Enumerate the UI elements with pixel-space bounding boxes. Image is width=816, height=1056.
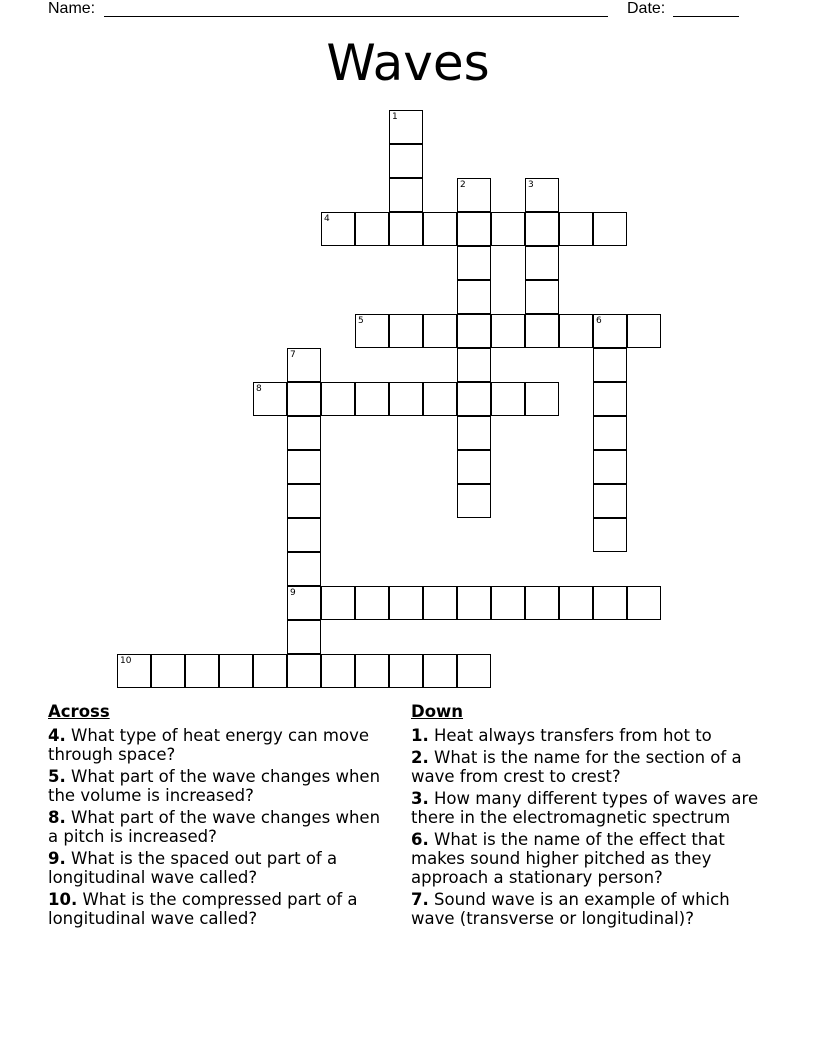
cell-number: 6 [596,316,602,326]
crossword-cell[interactable] [321,382,355,416]
clue-text: What is the spaced out part of a longitudinal wave called? [48,849,338,887]
crossword-cell[interactable] [593,450,627,484]
crossword-cell[interactable] [355,586,389,620]
crossword-cell[interactable] [287,552,321,586]
cell-number: 8 [256,384,262,394]
crossword-cell[interactable] [559,586,593,620]
cell-number: 9 [290,588,296,598]
across-clues [48,702,393,931]
clue-down-6 [411,830,761,887]
crossword-cell[interactable] [117,654,151,688]
crossword-cell[interactable] [593,348,627,382]
crossword-cell[interactable] [287,382,321,416]
clue-number: 5. [48,767,66,786]
crossword-cell[interactable] [287,654,321,688]
cell-number: 3 [528,180,534,190]
crossword-cell[interactable] [491,314,525,348]
crossword-cell[interactable] [287,620,321,654]
crossword-cell[interactable] [457,450,491,484]
clue-number: 9. [48,849,66,868]
clue-down-1 [411,726,761,745]
crossword-cell[interactable] [525,212,559,246]
clue-down-3 [411,789,761,827]
crossword-cell[interactable] [593,518,627,552]
crossword-cell[interactable] [559,314,593,348]
crossword-cell[interactable] [287,586,321,620]
down-clues [411,702,761,931]
crossword-cell[interactable] [389,178,423,212]
clue-across-10 [48,890,393,928]
down-heading: Down [411,702,464,721]
crossword-cell[interactable] [457,314,491,348]
crossword-cell[interactable] [457,654,491,688]
crossword-cell[interactable] [355,212,389,246]
crossword-cell[interactable] [423,382,457,416]
clue-number: 1. [411,726,429,745]
name-label: Name: [48,0,96,17]
clue-text: Sound wave is an example of which wave (transverse or longitudinal)? [411,890,730,928]
cell-number: 5 [358,316,364,326]
crossword-cell[interactable] [321,586,355,620]
crossword-cell[interactable] [287,518,321,552]
cell-number: 10 [120,656,132,666]
clue-text: Heat always transfers from hot to [434,726,712,745]
crossword-cell[interactable] [491,586,525,620]
crossword-cell[interactable] [525,280,559,314]
page-title: Waves [326,34,490,92]
crossword-cell[interactable] [185,654,219,688]
crossword-cell[interactable] [389,586,423,620]
crossword-cell[interactable] [321,654,355,688]
crossword-cell[interactable] [355,382,389,416]
clue-number: 8. [48,808,66,827]
crossword-cell[interactable] [423,314,457,348]
clue-number: 6. [411,830,429,849]
crossword-cell[interactable] [491,382,525,416]
crossword-cell[interactable] [559,212,593,246]
crossword-cell[interactable] [389,654,423,688]
crossword-cell[interactable] [525,246,559,280]
crossword-cell[interactable] [525,586,559,620]
crossword-cell[interactable] [287,348,321,382]
cell-number: 7 [290,350,296,360]
crossword-cell[interactable] [423,654,457,688]
crossword-cell[interactable] [287,484,321,518]
clue-number: 4. [48,726,66,745]
crossword-cell[interactable] [253,382,287,416]
clue-across-5 [48,767,393,805]
crossword-cell[interactable] [219,654,253,688]
crossword-cell[interactable] [457,382,491,416]
crossword-cell[interactable] [287,450,321,484]
crossword-cell[interactable] [423,212,457,246]
crossword-cell[interactable] [151,654,185,688]
crossword-cell[interactable] [457,416,491,450]
crossword-cell[interactable] [627,314,661,348]
crossword-cell[interactable] [457,348,491,382]
crossword-cell[interactable] [525,382,559,416]
clue-text: What is the name for the section of a wave from crest to crest? [411,748,742,786]
clue-text: What is the compressed part of a longitudinal wave called? [48,890,358,928]
cell-number: 2 [460,180,466,190]
crossword-cell[interactable] [627,586,661,620]
crossword-cell[interactable] [389,382,423,416]
crossword-cell[interactable] [457,280,491,314]
crossword-cell[interactable] [389,212,423,246]
crossword-cell[interactable] [423,586,457,620]
clue-number: 10. [48,890,78,909]
cell-number: 4 [324,214,330,224]
crossword-cell[interactable] [593,212,627,246]
clue-text: What is the name of the effect that makes sound higher pitched as they approach a stationary person? [411,830,725,887]
crossword-cell[interactable] [457,484,491,518]
crossword-cell[interactable] [389,110,423,144]
clue-text: What type of heat energy can move through space? [48,726,369,764]
crossword-cell[interactable] [389,314,423,348]
clue-text: What part of the wave changes when the volume is increased? [48,767,381,805]
crossword-cell[interactable] [491,212,525,246]
crossword-cell[interactable] [355,654,389,688]
clue-down-2 [411,748,761,786]
clue-down-7 [411,890,761,928]
crossword-cell[interactable] [457,586,491,620]
crossword-cell[interactable] [457,212,491,246]
crossword-cell[interactable] [253,654,287,688]
clue-number: 7. [411,890,429,909]
crossword-cell[interactable] [525,178,559,212]
clue-number: 3. [411,789,429,808]
crossword-cell[interactable] [593,586,627,620]
crossword-cell[interactable] [593,314,627,348]
crossword-cell[interactable] [593,382,627,416]
clue-text: What part of the wave changes when a pitch is increased? [48,808,381,846]
clue-across-4 [48,726,393,764]
crossword-cell[interactable] [287,416,321,450]
cell-number: 1 [392,112,398,122]
crossword-cell[interactable] [593,416,627,450]
date-label: Date: [627,0,666,17]
clue-across-8 [48,808,393,846]
clue-number: 2. [411,748,429,767]
clue-text: How many different types of waves are there in the electromagnetic spectrum [411,789,759,827]
crossword-cell[interactable] [321,212,355,246]
clue-across-9 [48,849,393,887]
crossword-cell[interactable] [593,484,627,518]
crossword-cell[interactable] [457,246,491,280]
crossword-cell[interactable] [525,314,559,348]
crossword-cell[interactable] [457,178,491,212]
crossword-cell[interactable] [355,314,389,348]
across-heading: Across [48,702,110,721]
crossword-cell[interactable] [389,144,423,178]
